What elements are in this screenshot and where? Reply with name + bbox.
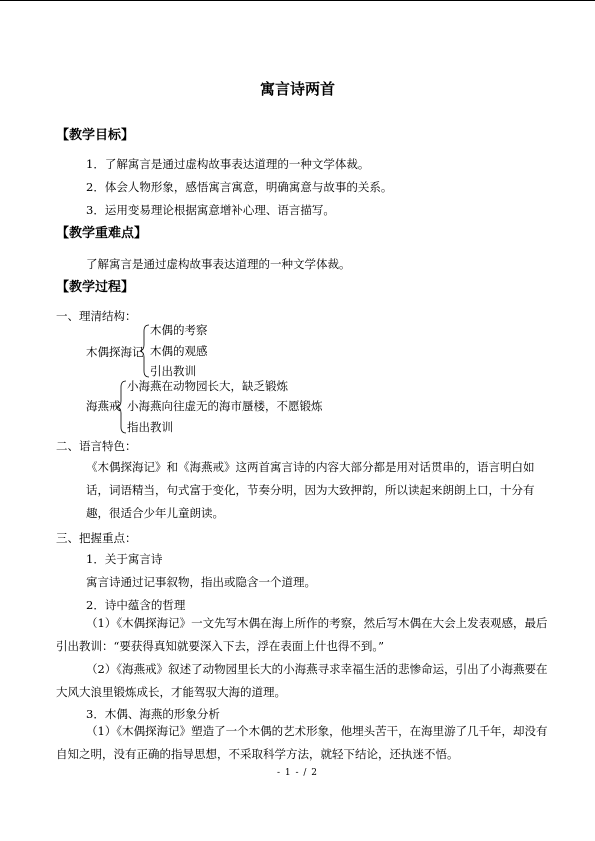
focus-text: 了解寓言是通过虚构故事表达道理的一种文学体裁。 — [86, 257, 351, 271]
tree1-branch: 木偶的考察 — [150, 323, 208, 337]
section-heading-goals: 【教学目标】 — [56, 128, 135, 143]
part2-paragraph — [86, 456, 548, 525]
part2-text: 《木偶探海记》和《海燕戒》这两首寓言诗的内容大部分都是用对话贯串的，语言明白如话，词语精当，句式富于变化，节奏分明，因为大致押韵，所以读起来朗朗上口，十分有趣，很适合少年儿童朗读。 — [86, 460, 535, 520]
tree2-branch: 小海燕在动物园长大，缺乏锻炼 — [127, 379, 288, 393]
subheading: 2．诗中蕴含的哲理 — [86, 598, 186, 612]
part2-label: 二、语言特色： — [56, 439, 137, 453]
part3-label: 三、把握重点： — [56, 531, 137, 545]
tree1-root: 木偶探海记 — [86, 345, 144, 359]
tree2-root: 海燕戒 — [86, 399, 121, 413]
tree1-branch: 引出教训 — [150, 364, 196, 378]
goal-item: 1．了解寓言是通过虚构故事表达道理的一种文学体裁。 — [86, 157, 370, 171]
paragraph: （1）《木偶探海记》塑造了一个木偶的艺术形象，他埋头苦干，在海里游了几千年，却没有自知之明，没有正确的指导思想，不采取科学方法，就轻下结论，还执迷不悟。 — [56, 724, 548, 761]
part1-label: 一、理清结构： — [56, 309, 137, 323]
paragraph: （1）《木偶探海记》一文先写木偶在海上所作的考察，然后写木偶在大会上发表观感，最后引出教训：“要获得真知就要深入下去，浮在表面上什也得不到。” — [56, 616, 548, 653]
tree2-branch: 指出教训 — [127, 420, 173, 434]
tree1-branch: 木偶的观感 — [150, 344, 208, 358]
tree2-branch: 小海燕向往虚无的海市蜃楼，不愿锻炼 — [127, 399, 323, 413]
subheading: 3．木偶、海燕的形象分析 — [86, 707, 220, 721]
subheading: 1．关于寓言诗 — [86, 552, 163, 566]
section-heading-process: 【教学过程】 — [56, 280, 135, 295]
goal-item: 2．体会人物形象，感悟寓言寓意，明确寓意与故事的关系。 — [86, 180, 393, 194]
page-title: 寓言诗两首 — [259, 80, 335, 98]
page-number: - 1 - / 2 — [276, 768, 318, 778]
goal-item: 3．运用变易理论根据寓意增补心理、语言描写。 — [86, 203, 335, 217]
section-heading-focus: 【教学重难点】 — [56, 226, 148, 241]
paragraph: 寓言诗通过记事叙物，指出或隐含一个道理。 — [86, 575, 316, 589]
paragraph: （2）《海燕戒》叙述了动物园里长大的小海燕寻求幸福生活的悲惨命运，引出了小海燕要在大风大浪里锻炼成长，才能驾驭大海的道理。 — [56, 662, 548, 699]
